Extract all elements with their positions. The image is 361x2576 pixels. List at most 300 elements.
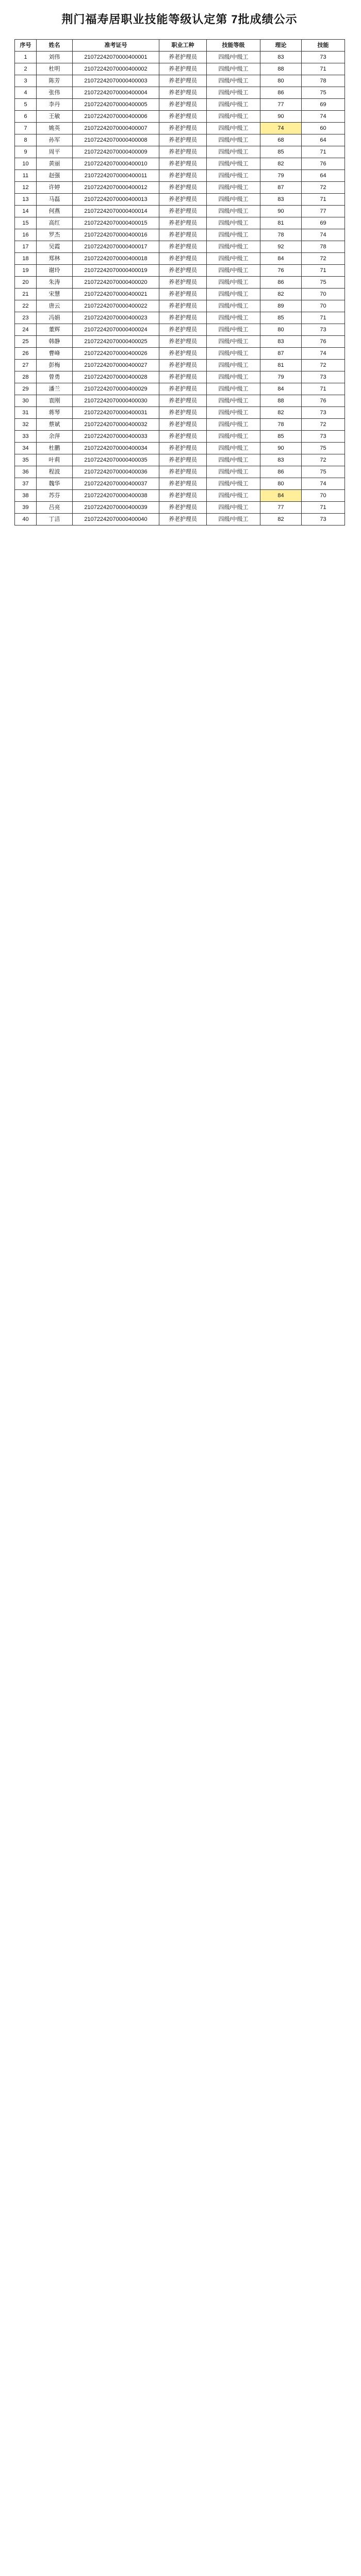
table-cell: 四级/中级工 bbox=[207, 194, 260, 206]
table-cell: 养老护理员 bbox=[159, 241, 207, 253]
table-cell: 蒋琴 bbox=[37, 407, 73, 419]
table-cell: 71 bbox=[302, 502, 345, 514]
table-cell: 四级/中级工 bbox=[207, 466, 260, 478]
table-cell: 21072242070000400039 bbox=[73, 502, 159, 514]
table-cell: 1 bbox=[15, 52, 37, 63]
table-cell: 养老护理员 bbox=[159, 158, 207, 170]
table-cell: 73 bbox=[302, 52, 345, 63]
table-row bbox=[15, 371, 345, 383]
table-row bbox=[15, 170, 345, 182]
table-row bbox=[15, 99, 345, 111]
table-row bbox=[15, 514, 345, 526]
table-cell: 33 bbox=[15, 431, 37, 443]
table-cell: 21072242070000400035 bbox=[73, 454, 159, 466]
score-sheet bbox=[14, 0, 344, 526]
table-row bbox=[15, 478, 345, 490]
table-row bbox=[15, 52, 345, 63]
header-cell: 技能 bbox=[302, 40, 345, 52]
table-cell: 68 bbox=[260, 134, 302, 146]
table-cell: 80 bbox=[260, 75, 302, 87]
table-cell: 80 bbox=[260, 478, 302, 490]
table-cell: 姚英 bbox=[37, 123, 73, 134]
table-cell: 四级/中级工 bbox=[207, 63, 260, 75]
table-cell: 养老护理员 bbox=[159, 419, 207, 431]
table-row bbox=[15, 336, 345, 348]
table-row bbox=[15, 383, 345, 395]
table-cell: 38 bbox=[15, 490, 37, 502]
table-cell: 养老护理员 bbox=[159, 443, 207, 454]
table-cell: 四级/中级工 bbox=[207, 289, 260, 300]
table-cell: 21072242070000400008 bbox=[73, 134, 159, 146]
table-cell: 78 bbox=[260, 229, 302, 241]
table-cell: 31 bbox=[15, 407, 37, 419]
table-cell: 74 bbox=[302, 348, 345, 360]
table-cell: 21072242070000400037 bbox=[73, 478, 159, 490]
table-cell: 四级/中级工 bbox=[207, 478, 260, 490]
table-cell: 70 bbox=[302, 300, 345, 312]
table-cell: 蔡斌 bbox=[37, 419, 73, 431]
table-cell: 77 bbox=[260, 99, 302, 111]
table-row bbox=[15, 431, 345, 443]
table-cell: 孙军 bbox=[37, 134, 73, 146]
table-cell: 18 bbox=[15, 253, 37, 265]
table-cell: 88 bbox=[260, 395, 302, 407]
table-cell: 79 bbox=[260, 170, 302, 182]
table-cell: 15 bbox=[15, 217, 37, 229]
score-table bbox=[14, 39, 345, 526]
table-cell: 袁刚 bbox=[37, 395, 73, 407]
table-cell: 64 bbox=[302, 134, 345, 146]
table-cell: 养老护理员 bbox=[159, 75, 207, 87]
table-cell: 32 bbox=[15, 419, 37, 431]
table-cell: 陈芳 bbox=[37, 75, 73, 87]
table-row bbox=[15, 265, 345, 277]
table-cell: 21072242070000400034 bbox=[73, 443, 159, 454]
table-cell: 叶莉 bbox=[37, 454, 73, 466]
table-row bbox=[15, 395, 345, 407]
table-cell: 81 bbox=[260, 360, 302, 371]
table-cell: 21072242070000400031 bbox=[73, 407, 159, 419]
table-cell: 82 bbox=[260, 158, 302, 170]
table-cell: 21072242070000400026 bbox=[73, 348, 159, 360]
table-cell: 71 bbox=[302, 312, 345, 324]
table-cell: 21072242070000400020 bbox=[73, 277, 159, 289]
header-cell: 技能等级 bbox=[207, 40, 260, 52]
table-cell: 李丹 bbox=[37, 99, 73, 111]
table-cell: 养老护理员 bbox=[159, 336, 207, 348]
table-cell: 吴霞 bbox=[37, 241, 73, 253]
table-cell: 四级/中级工 bbox=[207, 431, 260, 443]
table-cell: 87 bbox=[260, 348, 302, 360]
table-cell: 四级/中级工 bbox=[207, 75, 260, 87]
table-cell: 90 bbox=[260, 111, 302, 123]
table-cell: 养老护理员 bbox=[159, 265, 207, 277]
table-cell: 四级/中级工 bbox=[207, 146, 260, 158]
table-cell: 程波 bbox=[37, 466, 73, 478]
table-cell: 养老护理员 bbox=[159, 206, 207, 217]
table-cell: 76 bbox=[260, 265, 302, 277]
table-cell: 四级/中级工 bbox=[207, 407, 260, 419]
table-cell: 四级/中级工 bbox=[207, 182, 260, 194]
table-row bbox=[15, 229, 345, 241]
table-cell: 73 bbox=[302, 371, 345, 383]
table-row bbox=[15, 253, 345, 265]
table-cell: 养老护理员 bbox=[159, 170, 207, 182]
table-cell: 72 bbox=[302, 419, 345, 431]
table-cell: 6 bbox=[15, 111, 37, 123]
table-cell: 朱涛 bbox=[37, 277, 73, 289]
table-cell: 85 bbox=[260, 312, 302, 324]
table-cell: 74 bbox=[302, 229, 345, 241]
table-cell: 养老护理员 bbox=[159, 454, 207, 466]
table-cell: 养老护理员 bbox=[159, 134, 207, 146]
table-cell: 四级/中级工 bbox=[207, 123, 260, 134]
header-cell: 准考证号 bbox=[73, 40, 159, 52]
table-cell: 罗杰 bbox=[37, 229, 73, 241]
table-cell: 四级/中级工 bbox=[207, 241, 260, 253]
table-cell: 86 bbox=[260, 277, 302, 289]
table-cell: 曹峰 bbox=[37, 348, 73, 360]
table-cell: 83 bbox=[260, 194, 302, 206]
table-cell: 21072242070000400011 bbox=[73, 170, 159, 182]
table-cell: 73 bbox=[302, 431, 345, 443]
table-cell: 四级/中级工 bbox=[207, 395, 260, 407]
table-row bbox=[15, 134, 345, 146]
table-cell: 何燕 bbox=[37, 206, 73, 217]
table-cell: 四级/中级工 bbox=[207, 87, 260, 99]
table-cell: 养老护理员 bbox=[159, 395, 207, 407]
table-cell: 36 bbox=[15, 466, 37, 478]
table-cell: 34 bbox=[15, 443, 37, 454]
table-cell: 高红 bbox=[37, 217, 73, 229]
table-cell: 四级/中级工 bbox=[207, 419, 260, 431]
table-cell: 养老护理员 bbox=[159, 87, 207, 99]
table-cell: 71 bbox=[302, 63, 345, 75]
table-cell: 四级/中级工 bbox=[207, 206, 260, 217]
table-cell: 21072242070000400010 bbox=[73, 158, 159, 170]
table-cell: 30 bbox=[15, 395, 37, 407]
table-cell: 71 bbox=[302, 383, 345, 395]
table-cell: 养老护理员 bbox=[159, 407, 207, 419]
table-cell: 90 bbox=[260, 206, 302, 217]
table-cell: 84 bbox=[260, 383, 302, 395]
table-cell: 21072242070000400001 bbox=[73, 52, 159, 63]
table-cell: 85 bbox=[260, 146, 302, 158]
table-row bbox=[15, 63, 345, 75]
table-cell: 82 bbox=[260, 514, 302, 526]
table-body bbox=[15, 52, 345, 526]
table-cell: 21072242070000400030 bbox=[73, 395, 159, 407]
table-cell: 养老护理员 bbox=[159, 466, 207, 478]
table-cell: 16 bbox=[15, 229, 37, 241]
table-cell: 21072242070000400007 bbox=[73, 123, 159, 134]
table-cell: 四级/中级工 bbox=[207, 360, 260, 371]
table-row bbox=[15, 217, 345, 229]
table-cell: 养老护理员 bbox=[159, 289, 207, 300]
table-cell: 四级/中级工 bbox=[207, 348, 260, 360]
table-cell: 四级/中级工 bbox=[207, 324, 260, 336]
table-cell: 养老护理员 bbox=[159, 146, 207, 158]
table-cell: 75 bbox=[302, 443, 345, 454]
table-cell: 四级/中级工 bbox=[207, 336, 260, 348]
table-cell: 彭梅 bbox=[37, 360, 73, 371]
table-cell: 四级/中级工 bbox=[207, 265, 260, 277]
table-cell: 21072242070000400036 bbox=[73, 466, 159, 478]
table-cell: 丁洁 bbox=[37, 514, 73, 526]
table-cell: 10 bbox=[15, 158, 37, 170]
table-cell: 周平 bbox=[37, 146, 73, 158]
table-cell: 四级/中级工 bbox=[207, 111, 260, 123]
table-cell: 72 bbox=[302, 182, 345, 194]
table-cell: 四级/中级工 bbox=[207, 229, 260, 241]
table-cell: 21072242070000400040 bbox=[73, 514, 159, 526]
table-cell: 12 bbox=[15, 182, 37, 194]
table-cell: 20 bbox=[15, 277, 37, 289]
table-cell: 曾勇 bbox=[37, 371, 73, 383]
table-cell: 14 bbox=[15, 206, 37, 217]
table-row bbox=[15, 407, 345, 419]
table-cell: 82 bbox=[260, 407, 302, 419]
header-cell: 理论 bbox=[260, 40, 302, 52]
table-cell: 21072242070000400005 bbox=[73, 99, 159, 111]
table-cell: 74 bbox=[302, 478, 345, 490]
table-cell: 养老护理员 bbox=[159, 277, 207, 289]
table-cell: 83 bbox=[260, 454, 302, 466]
table-cell: 养老护理员 bbox=[159, 300, 207, 312]
table-cell: 21072242070000400021 bbox=[73, 289, 159, 300]
table-row bbox=[15, 348, 345, 360]
table-cell: 21072242070000400014 bbox=[73, 206, 159, 217]
table-cell: 四级/中级工 bbox=[207, 170, 260, 182]
table-cell: 21072242070000400024 bbox=[73, 324, 159, 336]
table-cell: 21072242070000400016 bbox=[73, 229, 159, 241]
table-row bbox=[15, 241, 345, 253]
table-row bbox=[15, 419, 345, 431]
table-cell: 王敏 bbox=[37, 111, 73, 123]
table-cell: 78 bbox=[260, 419, 302, 431]
table-cell: 73 bbox=[302, 514, 345, 526]
table-cell: 69 bbox=[302, 217, 345, 229]
table-cell: 余萍 bbox=[37, 431, 73, 443]
table-cell: 养老护理员 bbox=[159, 111, 207, 123]
table-cell: 四级/中级工 bbox=[207, 371, 260, 383]
table-cell: 21072242070000400003 bbox=[73, 75, 159, 87]
table-cell: 养老护理员 bbox=[159, 182, 207, 194]
table-row bbox=[15, 466, 345, 478]
table-cell: 24 bbox=[15, 324, 37, 336]
table-cell: 78 bbox=[302, 75, 345, 87]
table-cell: 张伟 bbox=[37, 87, 73, 99]
table-cell: 四级/中级工 bbox=[207, 454, 260, 466]
table-cell: 75 bbox=[302, 277, 345, 289]
table-row bbox=[15, 289, 345, 300]
table-cell: 21072242070000400029 bbox=[73, 383, 159, 395]
table-cell: 81 bbox=[260, 217, 302, 229]
table-cell: 37 bbox=[15, 478, 37, 490]
table-cell: 19 bbox=[15, 265, 37, 277]
table-cell: 71 bbox=[302, 194, 345, 206]
table-row bbox=[15, 146, 345, 158]
table-cell: 四级/中级工 bbox=[207, 502, 260, 514]
table-cell: 21072242070000400012 bbox=[73, 182, 159, 194]
table-cell: 四级/中级工 bbox=[207, 277, 260, 289]
table-cell: 四级/中级工 bbox=[207, 217, 260, 229]
table-cell: 82 bbox=[260, 289, 302, 300]
table-cell: 60 bbox=[302, 123, 345, 134]
table-cell: 4 bbox=[15, 87, 37, 99]
table-cell: 21072242070000400022 bbox=[73, 300, 159, 312]
table-cell: 21072242070000400033 bbox=[73, 431, 159, 443]
table-cell: 72 bbox=[302, 360, 345, 371]
table-cell: 养老护理员 bbox=[159, 490, 207, 502]
table-cell: 74 bbox=[302, 111, 345, 123]
table-cell: 唐云 bbox=[37, 300, 73, 312]
table-cell: 72 bbox=[302, 253, 345, 265]
table-cell: 养老护理员 bbox=[159, 360, 207, 371]
table-cell: 75 bbox=[302, 87, 345, 99]
table-cell: 谢玲 bbox=[37, 265, 73, 277]
table-cell: 养老护理员 bbox=[159, 229, 207, 241]
table-cell: 80 bbox=[260, 324, 302, 336]
table-cell: 养老护理员 bbox=[159, 324, 207, 336]
table-cell: 71 bbox=[302, 265, 345, 277]
table-row bbox=[15, 194, 345, 206]
header-row bbox=[15, 40, 345, 52]
table-cell: 29 bbox=[15, 383, 37, 395]
table-cell: 21072242070000400009 bbox=[73, 146, 159, 158]
table-cell: 21072242070000400023 bbox=[73, 312, 159, 324]
table-cell: 21072242070000400004 bbox=[73, 87, 159, 99]
table-cell: 86 bbox=[260, 466, 302, 478]
table-row bbox=[15, 443, 345, 454]
table-cell: 69 bbox=[302, 99, 345, 111]
table-cell: 冯娟 bbox=[37, 312, 73, 324]
table-cell: 70 bbox=[302, 490, 345, 502]
table-cell: 养老护理员 bbox=[159, 502, 207, 514]
table-cell: 董辉 bbox=[37, 324, 73, 336]
table-cell: 40 bbox=[15, 514, 37, 526]
table-row bbox=[15, 490, 345, 502]
table-cell: 79 bbox=[260, 371, 302, 383]
table-cell: 8 bbox=[15, 134, 37, 146]
table-cell: 养老护理员 bbox=[159, 52, 207, 63]
table-cell: 黄丽 bbox=[37, 158, 73, 170]
table-cell: 四级/中级工 bbox=[207, 52, 260, 63]
table-cell: 13 bbox=[15, 194, 37, 206]
table-cell: 许婷 bbox=[37, 182, 73, 194]
header-cell: 职业工种 bbox=[159, 40, 207, 52]
table-cell: 养老护理员 bbox=[159, 383, 207, 395]
table-cell: 养老护理员 bbox=[159, 371, 207, 383]
table-cell: 86 bbox=[260, 87, 302, 99]
table-cell: 四级/中级工 bbox=[207, 158, 260, 170]
table-row bbox=[15, 158, 345, 170]
table-row bbox=[15, 300, 345, 312]
table-cell: 84 bbox=[260, 253, 302, 265]
header-cell: 序号 bbox=[15, 40, 37, 52]
table-cell: 78 bbox=[302, 241, 345, 253]
table-cell: 77 bbox=[302, 206, 345, 217]
table-cell: 杜明 bbox=[37, 63, 73, 75]
table-cell: 四级/中级工 bbox=[207, 134, 260, 146]
table-cell: 郑林 bbox=[37, 253, 73, 265]
table-row bbox=[15, 454, 345, 466]
table-cell: 77 bbox=[260, 502, 302, 514]
table-row bbox=[15, 111, 345, 123]
table-row bbox=[15, 312, 345, 324]
table-cell: 赵强 bbox=[37, 170, 73, 182]
table-cell: 73 bbox=[302, 324, 345, 336]
table-cell: 89 bbox=[260, 300, 302, 312]
table-cell: 养老护理员 bbox=[159, 514, 207, 526]
table-cell: 21072242070000400025 bbox=[73, 336, 159, 348]
table-cell: 杜鹏 bbox=[37, 443, 73, 454]
table-cell: 养老护理员 bbox=[159, 123, 207, 134]
table-cell: 88 bbox=[260, 63, 302, 75]
table-row bbox=[15, 277, 345, 289]
table-cell: 28 bbox=[15, 371, 37, 383]
table-row bbox=[15, 206, 345, 217]
table-cell: 27 bbox=[15, 360, 37, 371]
table-row bbox=[15, 360, 345, 371]
table-cell: 39 bbox=[15, 502, 37, 514]
table-cell: 养老护理员 bbox=[159, 431, 207, 443]
table-cell: 23 bbox=[15, 312, 37, 324]
table-cell: 83 bbox=[260, 336, 302, 348]
table-cell: 21072242070000400038 bbox=[73, 490, 159, 502]
table-cell: 35 bbox=[15, 454, 37, 466]
table-cell: 四级/中级工 bbox=[207, 300, 260, 312]
table-cell: 21072242070000400032 bbox=[73, 419, 159, 431]
table-cell: 21072242070000400019 bbox=[73, 265, 159, 277]
table-cell: 74 bbox=[260, 123, 302, 134]
header-cell: 姓名 bbox=[37, 40, 73, 52]
table-cell: 养老护理员 bbox=[159, 348, 207, 360]
table-cell: 21072242070000400015 bbox=[73, 217, 159, 229]
table-cell: 21072242070000400017 bbox=[73, 241, 159, 253]
table-cell: 四级/中级工 bbox=[207, 443, 260, 454]
table-cell: 83 bbox=[260, 52, 302, 63]
table-cell: 72 bbox=[302, 454, 345, 466]
table-cell: 17 bbox=[15, 241, 37, 253]
table-cell: 四级/中级工 bbox=[207, 514, 260, 526]
table-row bbox=[15, 182, 345, 194]
table-cell: 养老护理员 bbox=[159, 312, 207, 324]
table-cell: 四级/中级工 bbox=[207, 253, 260, 265]
table-cell: 四级/中级工 bbox=[207, 490, 260, 502]
table-cell: 马磊 bbox=[37, 194, 73, 206]
table-cell: 养老护理员 bbox=[159, 217, 207, 229]
table-cell: 刘伟 bbox=[37, 52, 73, 63]
table-cell: 85 bbox=[260, 431, 302, 443]
table-cell: 3 bbox=[15, 75, 37, 87]
table-cell: 四级/中级工 bbox=[207, 312, 260, 324]
table-cell: 22 bbox=[15, 300, 37, 312]
table-cell: 21072242070000400006 bbox=[73, 111, 159, 123]
table-cell: 韩静 bbox=[37, 336, 73, 348]
table-row bbox=[15, 75, 345, 87]
table-cell: 潘兰 bbox=[37, 383, 73, 395]
table-cell: 2 bbox=[15, 63, 37, 75]
table-cell: 92 bbox=[260, 241, 302, 253]
table-cell: 70 bbox=[302, 289, 345, 300]
table-cell: 魏华 bbox=[37, 478, 73, 490]
table-cell: 25 bbox=[15, 336, 37, 348]
table-cell: 21072242070000400002 bbox=[73, 63, 159, 75]
table-row bbox=[15, 502, 345, 514]
table-row bbox=[15, 324, 345, 336]
table-cell: 四级/中级工 bbox=[207, 383, 260, 395]
